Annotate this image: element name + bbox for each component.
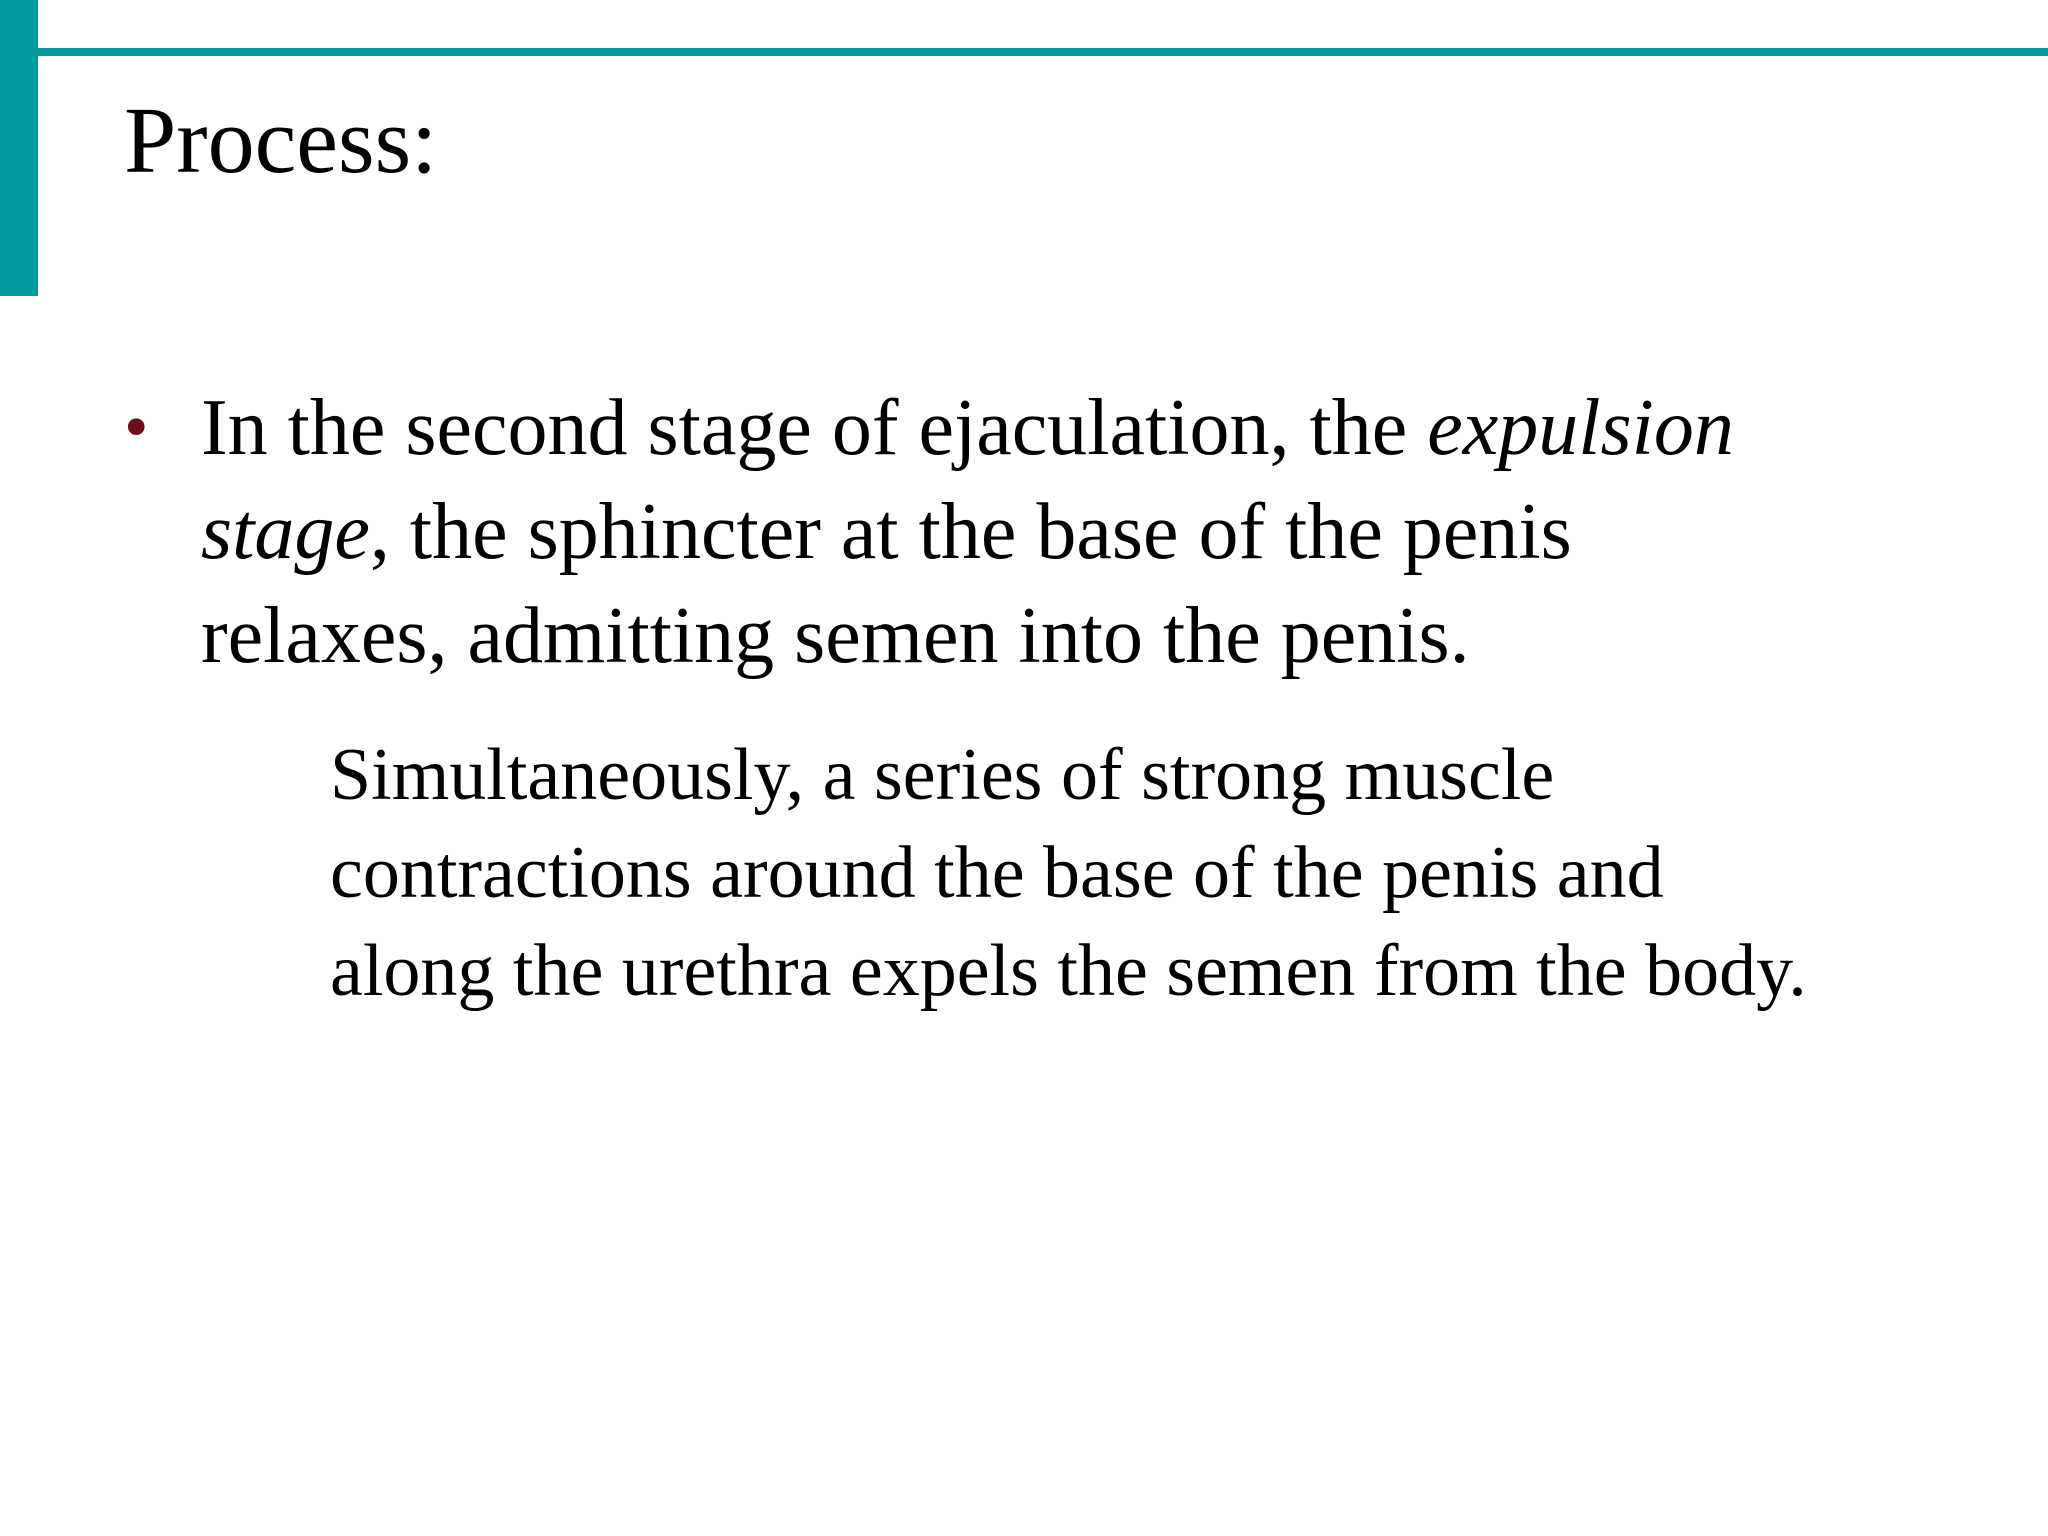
bullet-line-1: [201, 376, 1921, 480]
sub-line-2: contractions around the base of the penis and: [330, 832, 1664, 914]
slide-title: Process:: [124, 89, 438, 193]
accent-bar: [0, 0, 38, 296]
bullet-line-3: relaxes, admitting semen into the penis.: [201, 592, 1470, 680]
sub-line-3: along the urethra expels the semen from the body.: [330, 930, 1807, 1012]
accent-rule: [38, 48, 2048, 56]
bullet-line-1-text: In the second stage of ejaculation, the: [201, 384, 1428, 472]
bullet-text: [201, 376, 1921, 688]
bullet-line-2-text: , the sphincter at the base of the penis: [369, 488, 1572, 576]
sub-paragraph: [330, 726, 2030, 1020]
bullet-icon: •: [124, 389, 149, 466]
bullet-line-2-italic: stage: [201, 488, 370, 576]
sub-line-1: Simultaneously, a series of strong muscle: [330, 734, 1555, 816]
bullet-line-1-italic: expulsion: [1427, 384, 1734, 472]
bullet-line-2: [201, 480, 1921, 584]
